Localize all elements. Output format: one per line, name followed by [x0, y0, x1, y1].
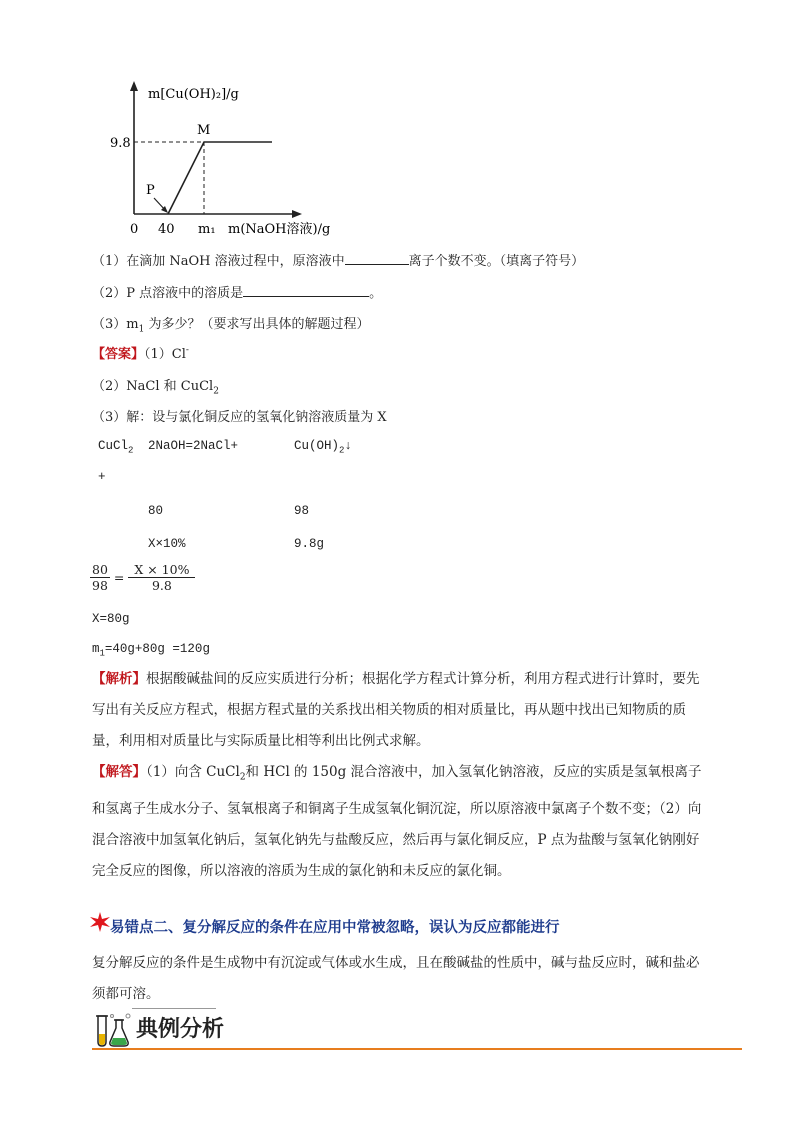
solution-part1-sub: 2	[239, 772, 246, 783]
title-top-rule	[132, 1008, 216, 1009]
x-tick-40: 40	[158, 222, 175, 237]
x-tick-0: 0	[130, 222, 139, 237]
question-3	[92, 313, 369, 335]
question-1	[92, 250, 584, 269]
answer-3: （3）解：设与氯化铜反应的氢氧化钠溶液质量为 X	[92, 410, 387, 425]
section-body: 复分解反应的条件是生成物中有沉淀或气体或水生成，且在酸碱盐的性质中，碱与盐反应时，碱和盐必须都可溶。	[92, 955, 700, 1002]
question-2-prefix: （2）P 点溶液中的溶质是	[92, 286, 244, 301]
solution-tag: 【解答】	[92, 764, 146, 780]
fraction-left	[90, 562, 110, 593]
y-axis-arrow	[130, 81, 138, 91]
fraction-right-num: X × 10%	[128, 562, 195, 578]
m1-result-prefix: m	[92, 642, 100, 656]
analysis-tag: 【解析】	[92, 671, 146, 687]
equation-cuoh-sub: 2	[339, 445, 345, 456]
question-3-prefix: （3）m	[92, 317, 139, 332]
ratio-x: X×10%	[148, 537, 186, 551]
question-1-prefix: （1）在滴加 NaOH 溶液过程中，原溶液中	[92, 254, 345, 269]
reaction-graph	[108, 78, 348, 240]
section-heading: 易错点二、复分解反应的条件在应用中常被忽略，误认为反应都能进行	[110, 919, 560, 936]
equation-cucl-text: CuCl	[98, 439, 129, 453]
answer-line-3	[92, 406, 387, 425]
answer-blank-2[interactable]	[243, 284, 369, 297]
point-p-label: P	[146, 183, 155, 198]
orange-divider	[92, 1048, 742, 1050]
question-1-suffix: 离子个数不变。（填离子符号）	[408, 254, 585, 269]
analysis-paragraph	[92, 664, 712, 757]
lab-flask-icon	[92, 1012, 132, 1048]
y-axis-label: m[Cu(OH)₂]/g	[148, 87, 239, 102]
question-3-suffix: 为多少？（要求写出具体的解题过程）	[144, 317, 370, 332]
fraction-left-num: 80	[92, 562, 108, 577]
x-tick-m1: m₁	[198, 222, 216, 237]
answer-2-prefix: （2）NaCl 和 CuCl	[92, 379, 214, 394]
ratio-9.8g: 9.8g	[294, 537, 325, 551]
ratio-98: 98	[294, 504, 310, 518]
equation-plus: +	[98, 470, 106, 484]
solution-part1: （1）向含 CuCl	[146, 764, 240, 780]
fraction-right-den: 9.8	[151, 578, 172, 593]
answer-tag: 【答案】	[92, 347, 145, 362]
fraction-equals: =	[113, 570, 125, 585]
fraction-left-den: 98	[92, 578, 108, 593]
equation-cuoh2	[294, 439, 352, 456]
point-m-label: M	[197, 123, 211, 138]
analysis-text: 根据酸碱盐间的反应实质进行分析；根据化学方程式计算分析，利用方程式进行计算时，要先写出有关反应方程式，根据方程式量的关系找出相关物质的相对质量比，再从题中找出已知物质的质量，利用相对质量比与实际质量比相等利出比例式求解。	[92, 671, 700, 749]
proportion	[90, 562, 195, 593]
y-tick-9.8: 9.8	[110, 136, 131, 151]
red-star-icon	[90, 912, 110, 932]
equation-cucl2	[98, 439, 133, 456]
x-axis-label: m(NaOH溶液)/g	[228, 222, 331, 237]
equation-naoh: 2NaOH=2NaCl+	[148, 439, 239, 453]
solution-part2: 和 HCl 的 150g 混合溶液中，加入氢氧化钠溶液，反应的实质是氢氧根离子和氢离子生成水分子、氢氧根离子和铜离子生成氢氧化铜沉淀，所以原溶液中氯离子个数不变；（2）向混合溶液中加氢氧化钠后，氢氧化钠先与盐酸反应，然后再与氯化铜反应，P 点为盐酸与氢氧化钠刚好完全反应的图像，所以溶液的溶质为生成的氯化钠和未反应的氯化铜。	[92, 764, 702, 879]
example-analysis-title: 典例分析	[136, 1017, 225, 1042]
m1-result-suffix: =40g+80g =120g	[104, 642, 210, 656]
answer-2-sub: 2	[213, 386, 219, 397]
x-result: X=80g	[92, 612, 130, 626]
x-axis-arrow	[292, 210, 302, 218]
solution-paragraph	[92, 757, 712, 887]
m1-result	[92, 642, 210, 659]
answer-1: （1）Cl	[144, 347, 186, 362]
series-line	[168, 142, 272, 214]
equation-cucl-sub: 2	[128, 445, 134, 456]
equation-cuoh-text: Cu(OH)	[294, 439, 340, 453]
ratio-80: 80	[148, 504, 164, 518]
answer-line-1	[92, 343, 189, 362]
fraction-right	[128, 562, 195, 593]
answer-1-sup: -	[185, 345, 189, 356]
m1-result-sub: 1	[99, 648, 105, 659]
question-2-suffix: 。	[369, 286, 383, 301]
answer-blank-1[interactable]	[345, 252, 409, 265]
question-2	[92, 282, 382, 301]
answer-line-2	[92, 375, 219, 397]
equation-arrow: ↓	[344, 439, 352, 453]
question-3-sub: 1	[138, 324, 145, 335]
